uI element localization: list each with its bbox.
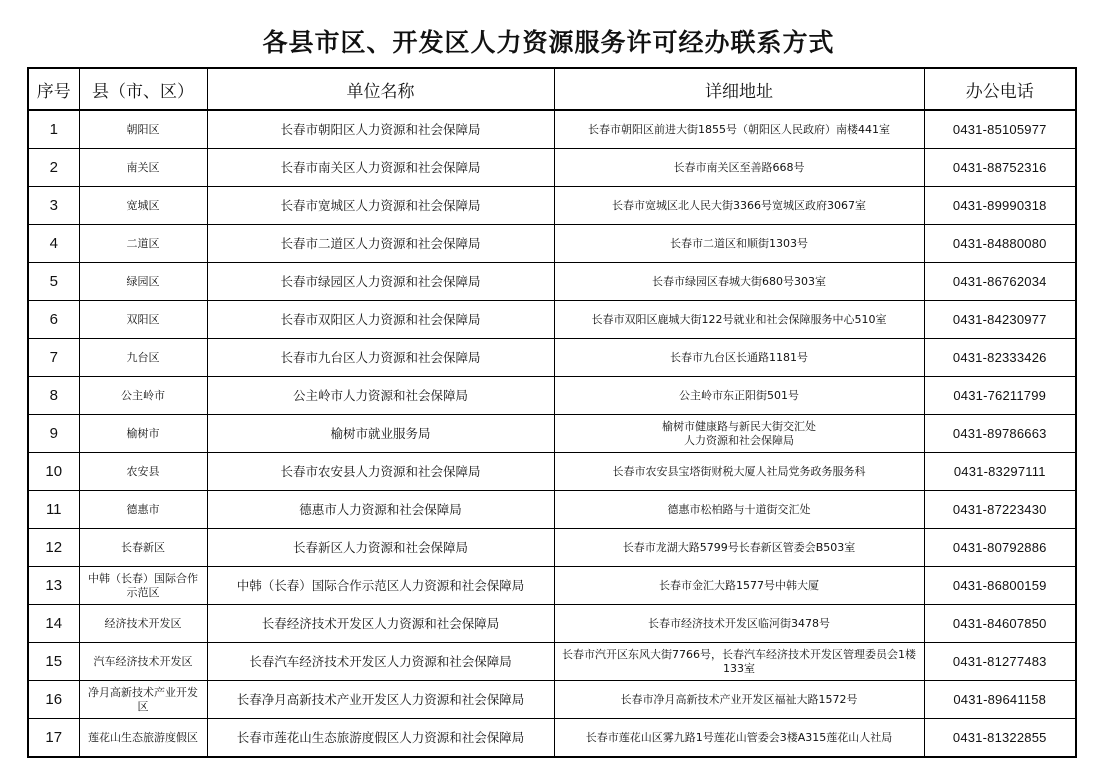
- cell-address: 长春市二道区和顺街1303号: [554, 225, 924, 263]
- cell-address: 长春市经济技术开发区临河街3478号: [554, 605, 924, 643]
- cell-no: 2: [28, 149, 79, 187]
- cell-no: 13: [28, 567, 79, 605]
- table-row: [28, 263, 1076, 301]
- cell-no: 17: [28, 719, 79, 758]
- page-title: 各县市区、开发区人力资源服务许可经办联系方式: [262, 28, 835, 57]
- cell-phone: 0431-76211799: [924, 377, 1076, 415]
- cell-county: 农安县: [79, 453, 207, 491]
- cell-unit: 长春市双阳区人力资源和社会保障局: [207, 301, 554, 339]
- cell-unit: 长春市农安县人力资源和社会保障局: [207, 453, 554, 491]
- cell-phone: 0431-89786663: [924, 415, 1076, 453]
- header-address: 详细地址: [554, 68, 924, 110]
- cell-phone: 0431-85105977: [924, 110, 1076, 149]
- cell-no: 10: [28, 453, 79, 491]
- cell-county: 二道区: [79, 225, 207, 263]
- table-row: [28, 225, 1076, 263]
- cell-phone: 0431-88752316: [924, 149, 1076, 187]
- table-row: [28, 301, 1076, 339]
- table-row: [28, 110, 1076, 149]
- cell-phone: 0431-84230977: [924, 301, 1076, 339]
- cell-address: 榆树市健康路与新民大街交汇处 人力资源和社会保障局: [554, 415, 924, 453]
- cell-unit: 长春市宽城区人力资源和社会保障局: [207, 187, 554, 225]
- header-county: 县（市、区）: [79, 68, 207, 110]
- cell-no: 6: [28, 301, 79, 339]
- table-row: [28, 149, 1076, 187]
- cell-no: 5: [28, 263, 79, 301]
- cell-phone: 0431-81277483: [924, 643, 1076, 681]
- table-row: [28, 567, 1076, 605]
- table-row: [28, 453, 1076, 491]
- cell-address: 长春市金汇大路1577号中韩大厦: [554, 567, 924, 605]
- cell-county: 宽城区: [79, 187, 207, 225]
- cell-county: 德惠市: [79, 491, 207, 529]
- cell-no: 3: [28, 187, 79, 225]
- cell-phone: 0431-89641158: [924, 681, 1076, 719]
- cell-no: 7: [28, 339, 79, 377]
- cell-county: 长春新区: [79, 529, 207, 567]
- cell-unit: 长春市南关区人力资源和社会保障局: [207, 149, 554, 187]
- cell-phone: 0431-87223430: [924, 491, 1076, 529]
- cell-phone: 0431-80792886: [924, 529, 1076, 567]
- header-no: 序号: [28, 68, 79, 110]
- cell-county: 莲花山生态旅游度假区: [79, 719, 207, 758]
- cell-phone: 0431-89990318: [924, 187, 1076, 225]
- cell-county: 朝阳区: [79, 110, 207, 149]
- table-row: [28, 605, 1076, 643]
- cell-no: 4: [28, 225, 79, 263]
- cell-phone: 0431-83297111: [924, 453, 1076, 491]
- table-row: [28, 643, 1076, 681]
- cell-address: 长春市宽城区北人民大街3366号宽城区政府3067室: [554, 187, 924, 225]
- table-row: [28, 187, 1076, 225]
- table-row: [28, 339, 1076, 377]
- cell-county: 榆树市: [79, 415, 207, 453]
- cell-phone: 0431-86800159: [924, 567, 1076, 605]
- cell-no: 8: [28, 377, 79, 415]
- contact-table: [27, 67, 1077, 758]
- cell-address: 长春市双阳区鹿城大街122号就业和社会保障服务中心510室: [554, 301, 924, 339]
- table-row: [28, 415, 1076, 453]
- cell-phone: 0431-84880080: [924, 225, 1076, 263]
- table-row: [28, 491, 1076, 529]
- table-row: [28, 681, 1076, 719]
- cell-address: 长春市龙湖大路5799号长春新区管委会B503室: [554, 529, 924, 567]
- cell-county: 经济技术开发区: [79, 605, 207, 643]
- cell-address: 长春市净月高新技术产业开发区福祉大路1572号: [554, 681, 924, 719]
- cell-phone: 0431-82333426: [924, 339, 1076, 377]
- cell-unit: 长春经济技术开发区人力资源和社会保障局: [207, 605, 554, 643]
- cell-address: 长春市九台区长通路1181号: [554, 339, 924, 377]
- table-row: [28, 719, 1076, 758]
- cell-no: 14: [28, 605, 79, 643]
- cell-county: 南关区: [79, 149, 207, 187]
- cell-unit: 长春市绿园区人力资源和社会保障局: [207, 263, 554, 301]
- cell-county: 绿园区: [79, 263, 207, 301]
- cell-no: 12: [28, 529, 79, 567]
- cell-address: 长春市朝阳区前进大街1855号（朝阳区人民政府）南楼441室: [554, 110, 924, 149]
- header-row: [28, 68, 1076, 110]
- cell-address: 长春市绿园区春城大街680号303室: [554, 263, 924, 301]
- cell-unit: 长春市莲花山生态旅游度假区人力资源和社会保障局: [207, 719, 554, 758]
- cell-county: 净月高新技术产业开发区: [79, 681, 207, 719]
- cell-no: 9: [28, 415, 79, 453]
- cell-no: 1: [28, 110, 79, 149]
- cell-address: 长春市农安县宝塔街财税大厦人社局党务政务服务科: [554, 453, 924, 491]
- header-phone: 办公电话: [924, 68, 1076, 110]
- cell-unit: 长春市二道区人力资源和社会保障局: [207, 225, 554, 263]
- header-unit: 单位名称: [207, 68, 554, 110]
- cell-unit: 公主岭市人力资源和社会保障局: [207, 377, 554, 415]
- cell-county: 公主岭市: [79, 377, 207, 415]
- cell-address: 长春市南关区至善路668号: [554, 149, 924, 187]
- cell-unit: 长春市九台区人力资源和社会保障局: [207, 339, 554, 377]
- cell-unit: 榆树市就业服务局: [207, 415, 554, 453]
- cell-unit: 长春净月高新技术产业开发区人力资源和社会保障局: [207, 681, 554, 719]
- cell-address: 长春市汽开区东风大街7766号，长春汽车经济技术开发区管理委员会1楼133室: [554, 643, 924, 681]
- cell-address: 公主岭市东正阳街501号: [554, 377, 924, 415]
- table-row: [28, 377, 1076, 415]
- cell-phone: 0431-81322855: [924, 719, 1076, 758]
- cell-no: 16: [28, 681, 79, 719]
- table-body: [28, 110, 1076, 757]
- cell-county: 中韩（长春）国际合作示范区: [79, 567, 207, 605]
- table-row: [28, 529, 1076, 567]
- cell-no: 15: [28, 643, 79, 681]
- cell-unit: 中韩（长春）国际合作示范区人力资源和社会保障局: [207, 567, 554, 605]
- cell-no: 11: [28, 491, 79, 529]
- cell-county: 双阳区: [79, 301, 207, 339]
- cell-unit: 长春新区人力资源和社会保障局: [207, 529, 554, 567]
- cell-phone: 0431-84607850: [924, 605, 1076, 643]
- cell-address: 长春市莲花山区雾九路1号莲花山管委会3楼A315莲花山人社局: [554, 719, 924, 758]
- cell-unit: 长春市朝阳区人力资源和社会保障局: [207, 110, 554, 149]
- cell-county: 汽车经济技术开发区: [79, 643, 207, 681]
- cell-county: 九台区: [79, 339, 207, 377]
- cell-unit: 长春汽车经济技术开发区人力资源和社会保障局: [207, 643, 554, 681]
- cell-unit: 德惠市人力资源和社会保障局: [207, 491, 554, 529]
- cell-phone: 0431-86762034: [924, 263, 1076, 301]
- cell-address: 德惠市松柏路与十道街交汇处: [554, 491, 924, 529]
